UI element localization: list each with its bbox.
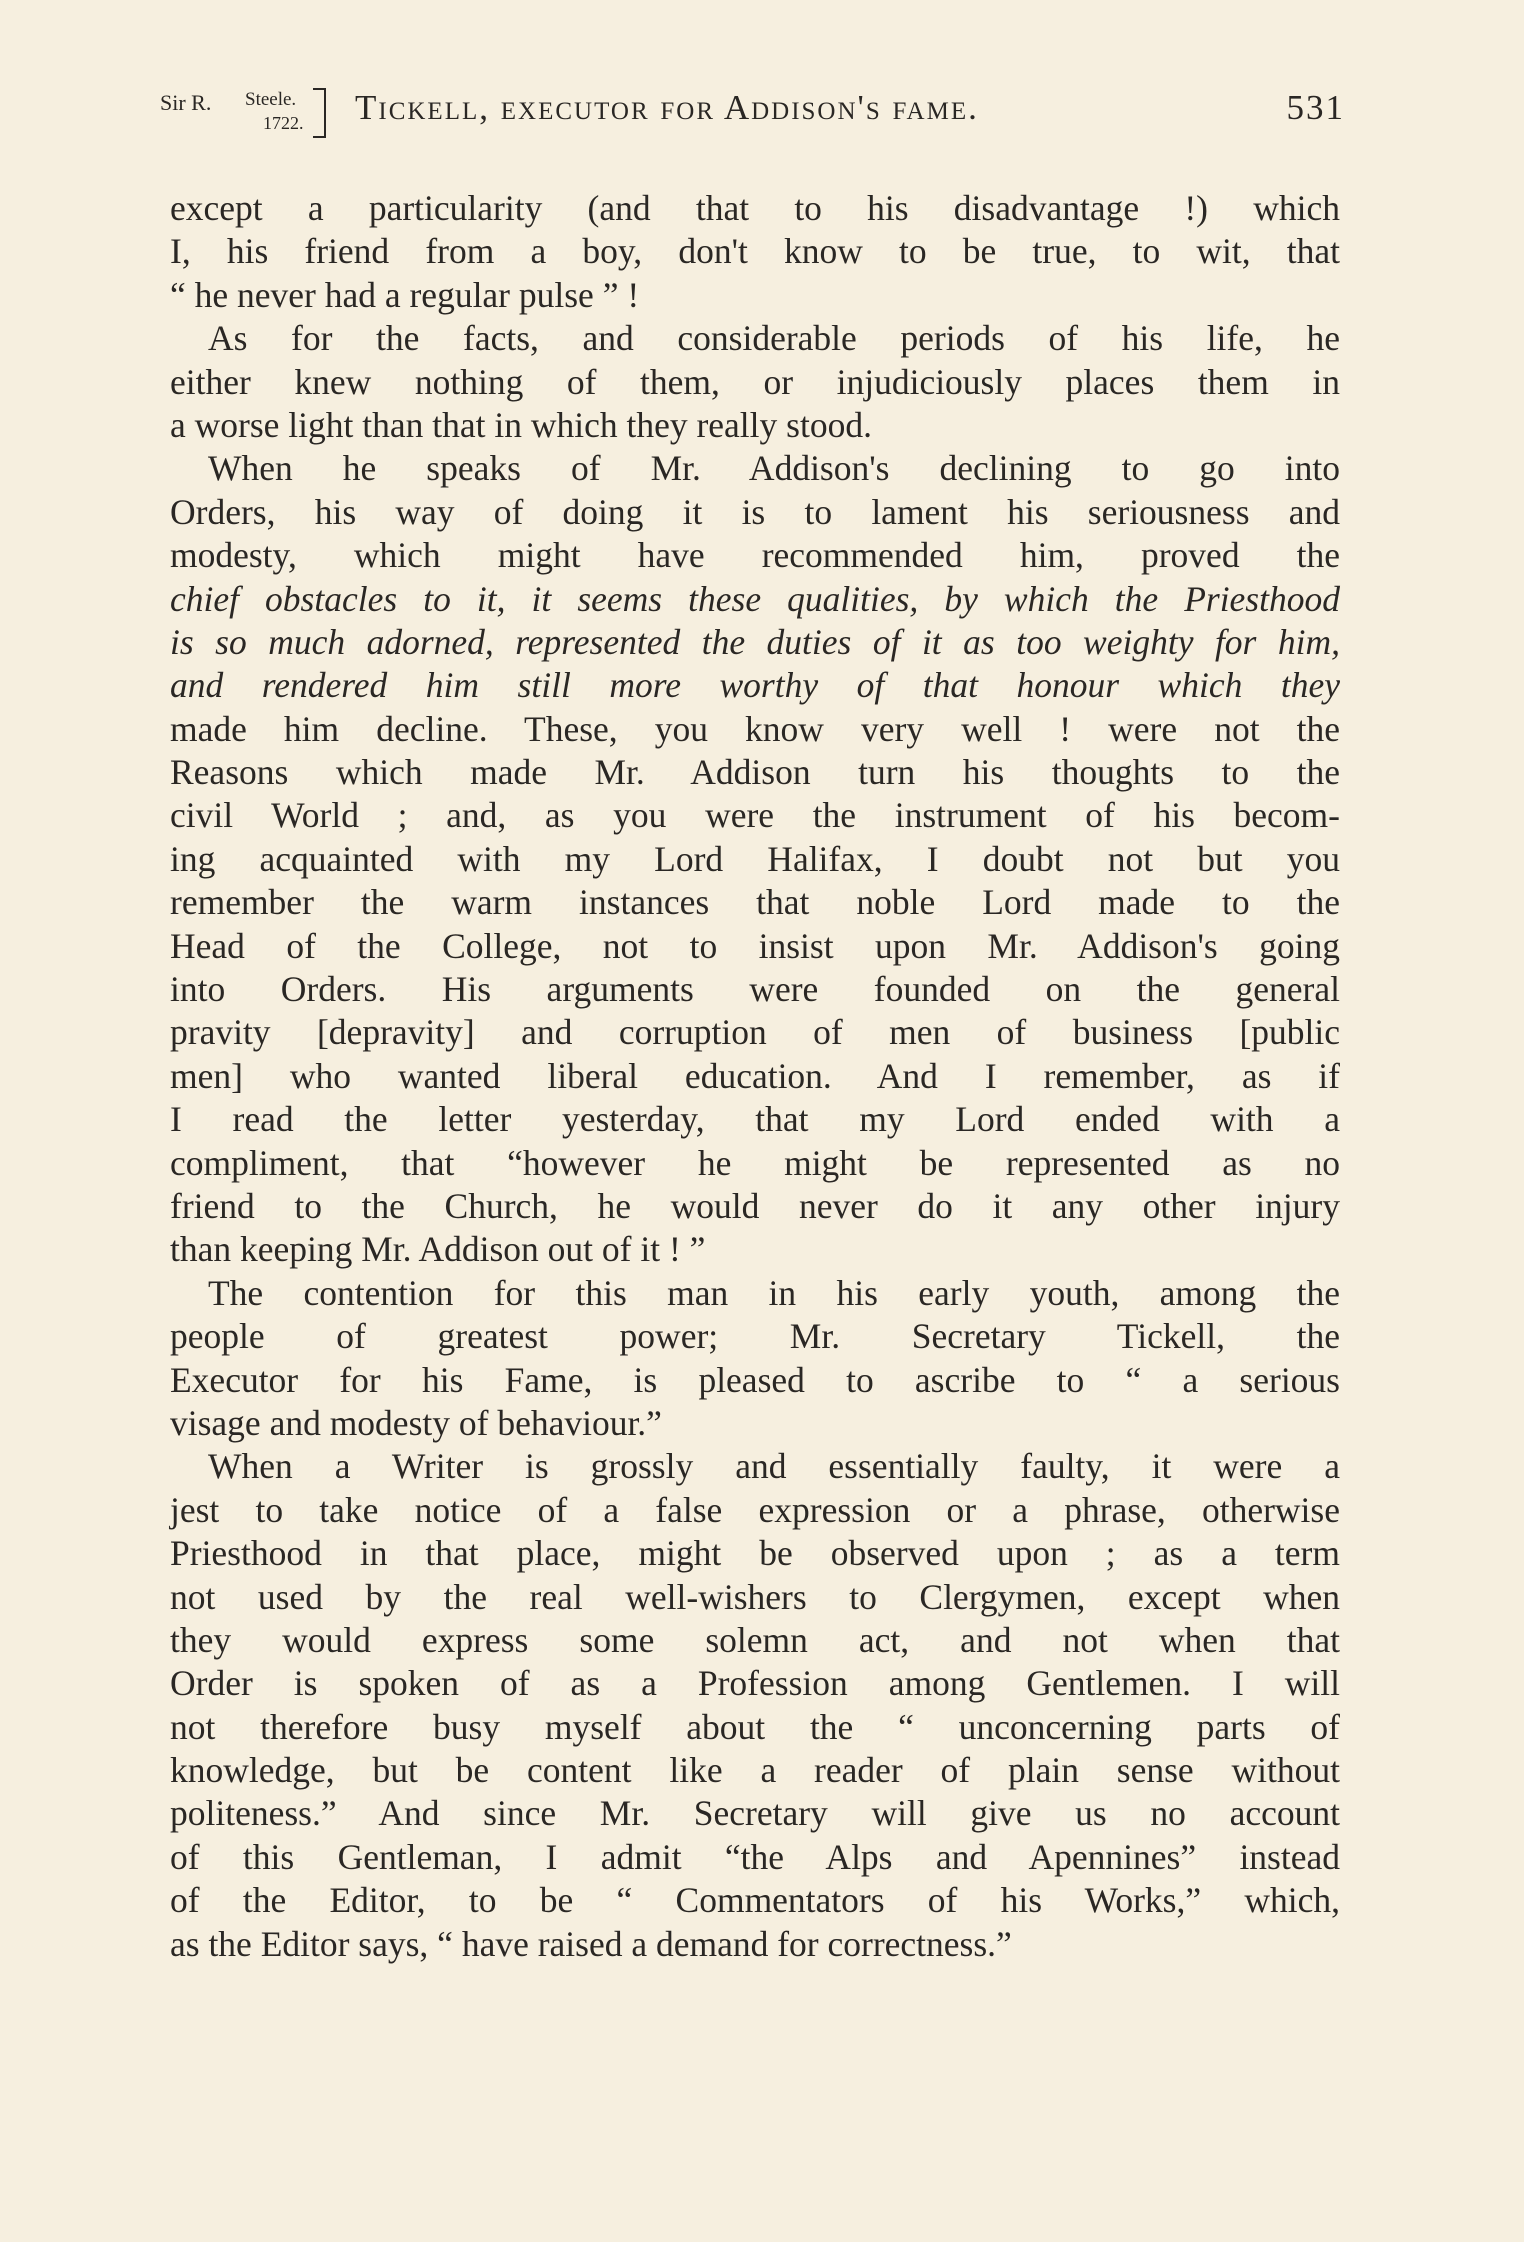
text-line: as the Editor says, “ have raised a demand for correctness.” (170, 1923, 1012, 1964)
text-line: ing acquainted with my Lord Halifax, I doubt not but you (170, 838, 1340, 879)
text-line: friend to the Church, he would never do it any other injury (170, 1185, 1340, 1226)
author-sidenote (160, 88, 355, 144)
text-line: into Orders. His arguments were founded on the general (170, 969, 1340, 1010)
text-line: either knew nothing of them, or injudiciously places them in (170, 361, 1340, 402)
author-surname: Steele. (245, 89, 297, 110)
text-line: As for the facts, and considerable periods of his life, he (208, 318, 1340, 359)
text-line: “ he never had a regular pulse ” ! (170, 274, 640, 315)
text-line: of the Editor, to be “ Commentators of his Works,” which, (170, 1880, 1340, 1921)
text-line: they would express some solemn act, and not when that (170, 1619, 1340, 1660)
text-line: not therefore busy myself about the “ unconcerning parts of (170, 1706, 1340, 1747)
text-line: visage and modesty of behaviour.” (170, 1402, 662, 1443)
text-line: except a particularity (and that to his disadvantage !) which (170, 188, 1340, 228)
text-line: I, his friend from a boy, don't know to be true, to wit, that (170, 231, 1340, 272)
text-line: Priesthood in that place, might be observed upon ; as a term (170, 1533, 1340, 1574)
text-line: than keeping Mr. Addison out of it ! ” (170, 1229, 706, 1270)
text-line: pravity [depravity] and corruption of men of business [public (170, 1012, 1340, 1053)
text-line: compliment, that “however he might be represented as no (170, 1142, 1340, 1183)
text-line: men] who wanted liberal education. And I remember, as if (170, 1055, 1340, 1096)
text-line: a worse light than that in which they really stood. (170, 404, 872, 445)
text-line: and rendered him still more worthy of that honour which they (170, 665, 1340, 706)
text-line: Executor for his Fame, is pleased to ascribe to “ a serious (170, 1359, 1340, 1400)
text-line: When he speaks of Mr. Addison's declining to go into (208, 448, 1340, 489)
text-line: people of greatest power; Mr. Secretary Tickell, the (170, 1316, 1340, 1357)
text-line: knowledge, but be content like a reader of plain sense without (170, 1750, 1340, 1791)
text-line: chief obstacles to it, it seems these qualities, by which the Priesthood (170, 578, 1340, 619)
text-line: Orders, his way of doing it is to lament his seriousness and (170, 491, 1340, 532)
author-prefix: Sir R. (160, 90, 212, 115)
text-line: I read the letter yesterday, that my Lord ended with a (170, 1099, 1340, 1140)
text-line: When a Writer is grossly and essentially faulty, it were a (208, 1446, 1340, 1487)
text-line: not used by the real well-wishers to Clergymen, except when (170, 1576, 1340, 1617)
text-line: Reasons which made Mr. Addison turn his thoughts to the (170, 752, 1340, 793)
text-line: is so much adorned, represented the duties of it as too weighty for him, (170, 621, 1340, 662)
author-year: 1722. (263, 113, 304, 133)
text-line: modesty, which might have recommended him, proved the (170, 535, 1340, 576)
running-header (160, 88, 1345, 148)
text-line: jest to take notice of a false expression or a phrase, otherwise (170, 1489, 1340, 1530)
text-line: civil World ; and, as you were the instrument of his becom- (170, 795, 1340, 836)
text-line: Order is spoken of as a Profession among Gentlemen. I will (170, 1663, 1340, 1704)
text-line: made him decline. These, you know very well ! were not the (170, 708, 1340, 749)
text-line: politeness.” And since Mr. Secretary will give us no account (170, 1793, 1340, 1834)
page-number: 531 (1286, 88, 1345, 127)
sidenote-bracket (313, 88, 326, 138)
text-line: Head of the College, not to insist upon Mr. Addison's going (170, 925, 1340, 966)
body-text (170, 187, 1340, 1966)
text-line: of this Gentleman, I admit “the Alps and Apennines” instead (170, 1836, 1340, 1877)
text-line: The contention for this man in his early youth, among the (208, 1272, 1340, 1313)
running-title: Tickell, executor for Addison's fame. (355, 88, 979, 127)
text-line: remember the warm instances that noble Lord made to the (170, 882, 1340, 923)
